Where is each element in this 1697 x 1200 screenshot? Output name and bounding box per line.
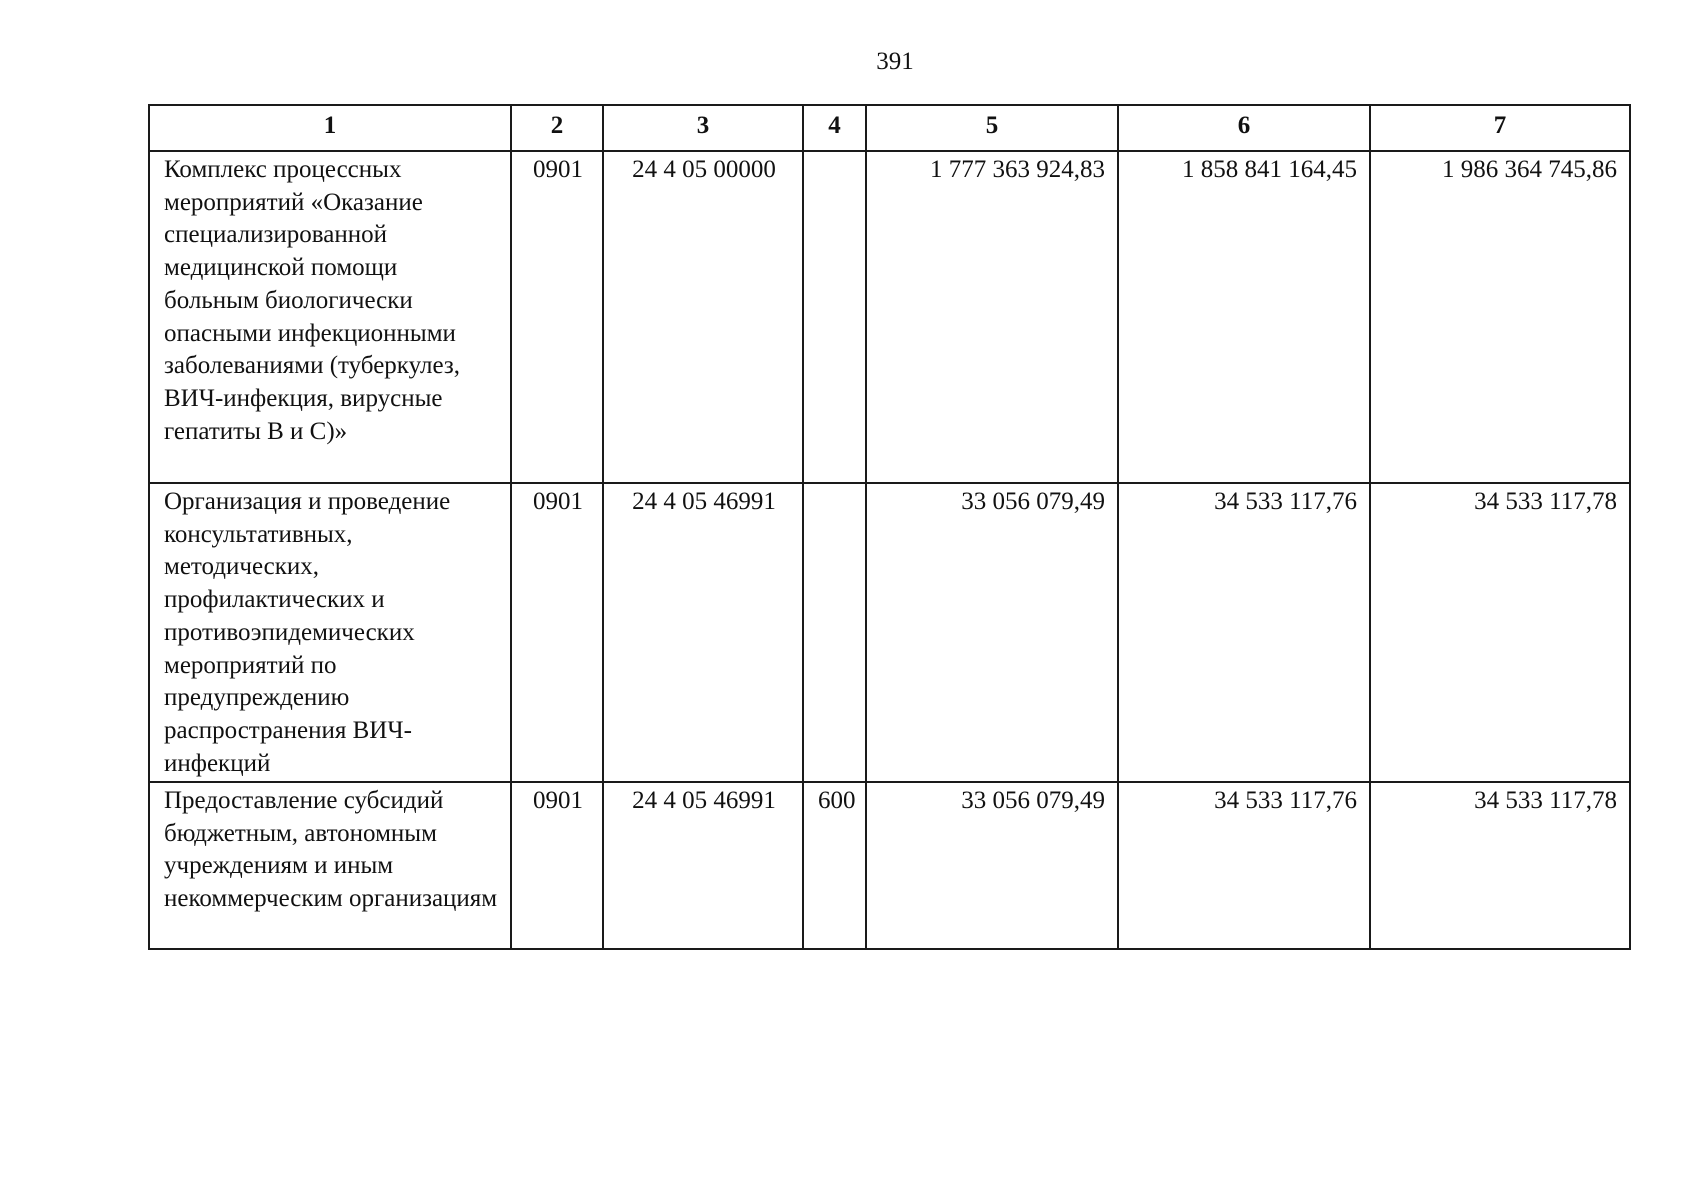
amount-cell: 33 056 079,49 <box>866 483 1118 782</box>
table-header-row <box>149 105 1630 151</box>
table-row <box>149 151 1630 483</box>
table-row <box>149 782 1630 949</box>
expense-type-cell <box>803 483 866 782</box>
page-number: 391 <box>876 48 914 75</box>
expense-type-cell <box>803 151 866 483</box>
table-row <box>149 483 1630 782</box>
budget-table <box>148 104 1631 950</box>
amount-cell: 1 777 363 924,83 <box>866 151 1118 483</box>
row-name-cell: Предоставление субсидий бюджетным, автономным учреждениям и иным некоммерческим организациям <box>149 782 511 949</box>
column-header: 2 <box>511 105 603 151</box>
section-code-cell: 0901 <box>511 151 603 483</box>
section-code-cell: 0901 <box>511 782 603 949</box>
column-header: 1 <box>149 105 511 151</box>
amount-cell: 34 533 117,78 <box>1370 483 1630 782</box>
target-code-cell: 24 4 05 46991 <box>603 483 803 782</box>
amount-cell: 34 533 117,78 <box>1370 782 1630 949</box>
amount-cell: 33 056 079,49 <box>866 782 1118 949</box>
column-header: 6 <box>1118 105 1370 151</box>
column-header: 5 <box>866 105 1118 151</box>
row-name-cell: Комплекс процессных мероприятий «Оказание специализированной медицинской помощи больным биологически опасными инфекционными заболеваниями (туберкулез, ВИЧ-инфекция, вирусные гепатиты В и С)» <box>149 151 511 483</box>
amount-cell: 1 858 841 164,45 <box>1118 151 1370 483</box>
target-code-cell: 24 4 05 00000 <box>603 151 803 483</box>
expense-type-cell: 600 <box>803 782 866 949</box>
amount-cell: 34 533 117,76 <box>1118 782 1370 949</box>
row-name-cell: Организация и проведение консультативных, методических, профилактических и противоэпидемических мероприятий по предупреждению распространения ВИЧ-инфекций <box>149 483 511 782</box>
column-header: 3 <box>603 105 803 151</box>
amount-cell: 1 986 364 745,86 <box>1370 151 1630 483</box>
amount-cell: 34 533 117,76 <box>1118 483 1370 782</box>
column-header: 4 <box>803 105 866 151</box>
target-code-cell: 24 4 05 46991 <box>603 782 803 949</box>
column-header: 7 <box>1370 105 1630 151</box>
section-code-cell: 0901 <box>511 483 603 782</box>
